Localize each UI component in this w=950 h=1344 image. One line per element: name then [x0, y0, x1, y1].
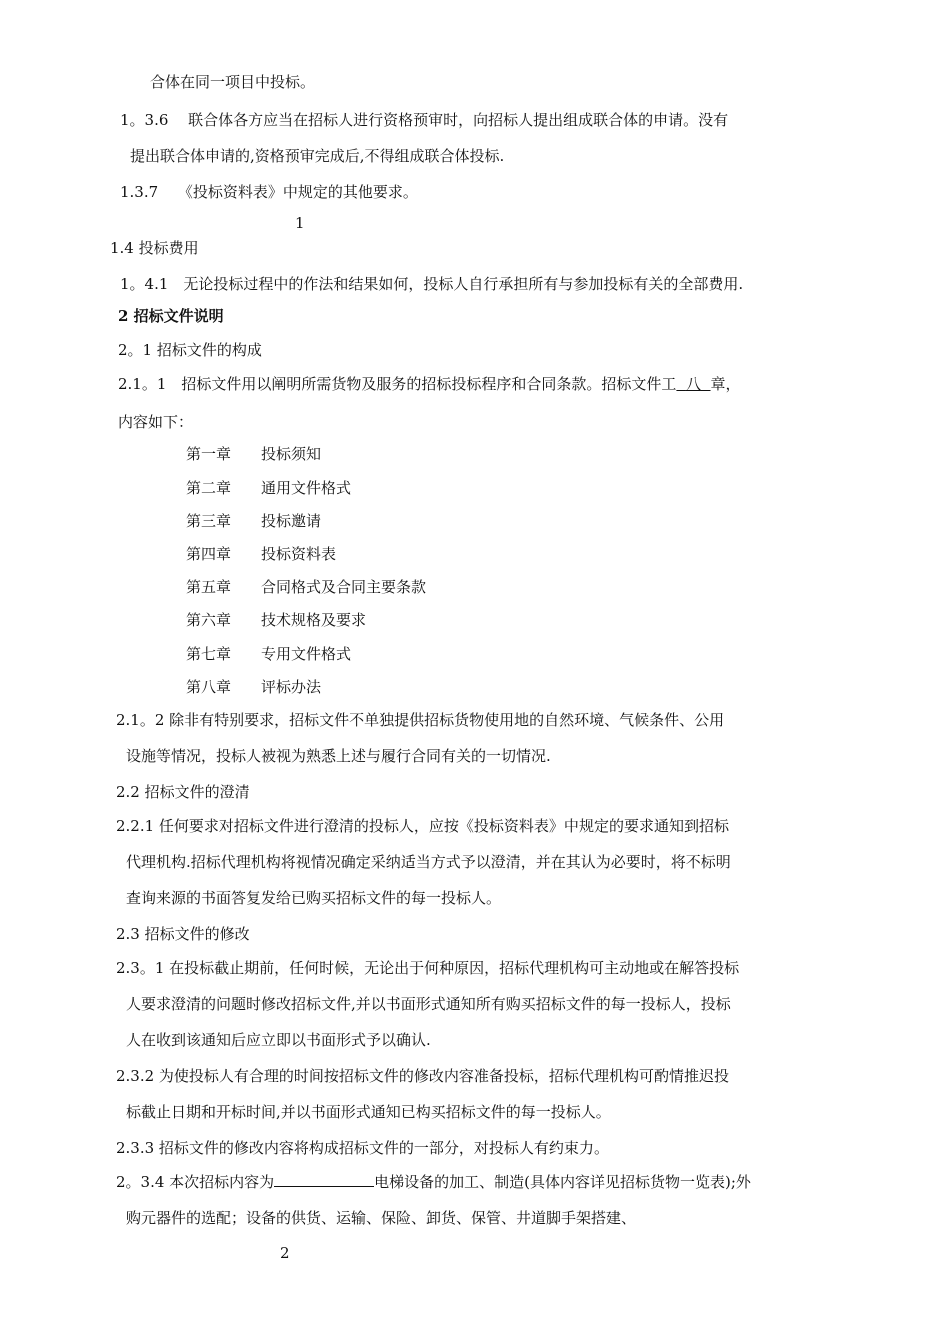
chapter-item: 第六章 技术规格及要求 [186, 611, 367, 629]
text-line [118, 374, 741, 394]
text-line: 人要求澄清的问题时修改招标文件,并以书面形式通知所有购买招标文件的每一投标人，投标 [126, 995, 731, 1013]
chapter-item: 第一章 投标须知 [186, 445, 322, 463]
text-line: 2.3.2 为使投标人有合理的时间按招标文件的修改内容准备投标，招标代理机构可酌情推迟投 [116, 1067, 729, 1085]
page-number: 2 [280, 1244, 290, 1262]
text-line: 提出联合体申请的,资格预审完成后,不得组成联合体投标. [130, 147, 505, 165]
text-line: 合体在同一项目中投标。 [150, 73, 316, 91]
text-line: 2.3.3 招标文件的修改内容将构成招标文件的一部分，对投标人有约束力。 [116, 1139, 609, 1157]
text-segment: 电梯设备的加工、制造(具体内容详见招标货物一览表);外 [374, 1173, 751, 1191]
text-line: 代理机构.招标代理机构将视情况确定采纳适当方式予以澄清，并在其认为必要时，将不标明 [126, 853, 731, 871]
text-segment: 章， [710, 375, 741, 393]
chapter-item: 第二章 通用文件格式 [186, 479, 352, 497]
chapter-heading: 2 招标文件说明 [118, 307, 224, 325]
chapter-item: 第三章 投标邀请 [186, 512, 322, 530]
chapter-item: 第五章 合同格式及合同主要条款 [186, 578, 427, 596]
text-line: 2.2.1 任何要求对招标文件进行澄清的投标人，应按《投标资料表》中规定的要求通知到招标 [116, 817, 729, 835]
section-heading: 2.3 招标文件的修改 [116, 925, 250, 943]
text-line: 2.1。2 除非有特别要求，招标文件不单独提供招标货物使用地的自然环境、气候条件、公用 [116, 711, 725, 729]
text-segment: 2.1。1 招标文件用以阐明所需货物及服务的招标投标程序和合同条款。招标文件工 [118, 375, 677, 393]
chapter-item: 第七章 专用文件格式 [186, 645, 352, 663]
text-line: 1.3.7 《投标资料表》中规定的其他要求。 [120, 183, 418, 201]
section-heading: 2。1 招标文件的构成 [118, 341, 262, 359]
chapter-item: 第四章 投标资料表 [186, 545, 337, 563]
section-heading: 1.4 投标费用 [110, 239, 199, 257]
text-line: 内容如下： [118, 413, 194, 431]
chapter-item: 第八章 评标办法 [186, 678, 322, 696]
text-line [116, 1172, 751, 1192]
text-line: 1。4.1 无论投标过程中的作法和结果如何，投标人自行承担所有与参加投标有关的全部费用. [120, 275, 744, 293]
fill-in-blank [274, 1172, 374, 1187]
section-heading: 2.2 招标文件的澄清 [116, 783, 250, 801]
text-line: 标截止日期和开标时间,并以书面形式通知已构买招标文件的每一投标人。 [126, 1103, 611, 1121]
page-number: 1 [295, 214, 305, 232]
text-line: 2.3。1 在投标截止期前，任何时候，无论出于何种原因，招标代理机构可主动地或在解答投标 [116, 959, 740, 977]
text-line: 购元器件的选配；设备的供货、运输、保险、卸货、保管、井道脚手架搭建、 [126, 1209, 637, 1227]
text-line: 人在收到该通知后应立即以书面形式予以确认. [126, 1031, 431, 1049]
text-line: 1。3.6 联合体各方应当在招标人进行资格预审时，向招标人提出组成联合体的申请。没有 [120, 111, 729, 129]
text-segment: 2。3.4 本次招标内容为 [116, 1173, 275, 1191]
text-line: 查询来源的书面答复发给已购买招标文件的每一投标人。 [126, 889, 502, 907]
text-line: 设施等情况，投标人被视为熟悉上述与履行合同有关的一切情况. [126, 747, 551, 765]
chapter-count: 八 [685, 375, 701, 393]
